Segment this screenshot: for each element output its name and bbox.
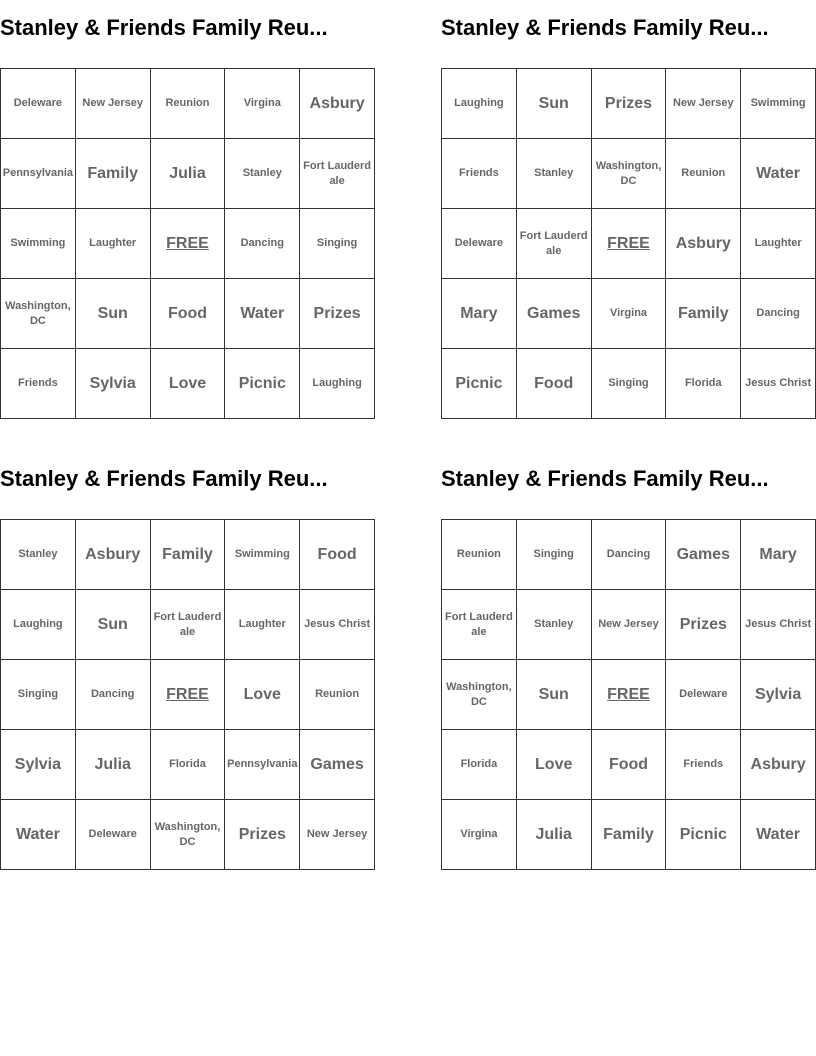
- bingo-cell: Mary: [442, 279, 517, 349]
- bingo-card-4: [441, 464, 816, 843]
- bingo-cell: Love: [517, 730, 592, 800]
- bingo-cell: Dancing: [592, 520, 667, 590]
- bingo-cell: Virgina: [592, 279, 667, 349]
- bingo-cell: Stanley: [517, 590, 592, 660]
- bingo-cell: Laughing: [300, 349, 375, 419]
- free-space-cell: FREE: [151, 660, 226, 730]
- bingo-cell: Sylvia: [741, 660, 816, 730]
- bingo-cell: Sylvia: [76, 349, 151, 419]
- bingo-cell: Reunion: [151, 69, 226, 139]
- bingo-cell: Laughter: [225, 590, 300, 660]
- bingo-cell: Friends: [1, 349, 76, 419]
- bingo-cell: Picnic: [225, 349, 300, 419]
- bingo-cell: New Jersey: [592, 590, 667, 660]
- bingo-cell: Deleware: [1, 69, 76, 139]
- bingo-cell: Jesus Christ: [741, 349, 816, 419]
- bingo-cell: Florida: [151, 730, 226, 800]
- bingo-cell: Stanley: [225, 139, 300, 209]
- bingo-cell: Florida: [442, 730, 517, 800]
- bingo-cell: New Jersey: [666, 69, 741, 139]
- free-space-cell: FREE: [592, 209, 667, 279]
- bingo-card-3: [0, 464, 375, 848]
- bingo-cell: Food: [592, 730, 667, 800]
- bingo-cell: Stanley: [517, 139, 592, 209]
- bingo-cell: Washington, DC: [592, 139, 667, 209]
- bingo-grid: [441, 68, 816, 419]
- card-title: Stanley & Friends Family Reu...: [0, 15, 328, 40]
- bingo-cell: Dancing: [741, 279, 816, 349]
- bingo-cell: Virgina: [442, 800, 517, 870]
- bingo-cell: Food: [151, 279, 226, 349]
- bingo-cell: Julia: [517, 800, 592, 870]
- bingo-cell: Dancing: [76, 660, 151, 730]
- bingo-cell: Water: [741, 800, 816, 870]
- bingo-cell: Love: [151, 349, 226, 419]
- bingo-cell: Dancing: [225, 209, 300, 279]
- bingo-cell: Family: [592, 800, 667, 870]
- bingo-cell: New Jersey: [300, 800, 375, 870]
- bingo-cell: Prizes: [300, 279, 375, 349]
- bingo-cell: Sun: [76, 590, 151, 660]
- bingo-cell: Fort Lauderdale: [300, 139, 375, 209]
- bingo-cell: Jesus Christ: [300, 590, 375, 660]
- bingo-cell: Food: [517, 349, 592, 419]
- bingo-cell: Fort Lauderdale: [517, 209, 592, 279]
- bingo-cell: Friends: [666, 730, 741, 800]
- bingo-cell: Love: [225, 660, 300, 730]
- bingo-cell: Fort Lauderdale: [151, 590, 226, 660]
- bingo-cell: Laughing: [1, 590, 76, 660]
- bingo-cell: Pennsylvania: [225, 730, 300, 800]
- bingo-cell: Laughter: [76, 209, 151, 279]
- bingo-cell: Laughing: [442, 69, 517, 139]
- card-title: Stanley & Friends Family Reu...: [0, 466, 328, 491]
- bingo-cell: Singing: [300, 209, 375, 279]
- bingo-cell: Picnic: [442, 349, 517, 419]
- bingo-cell: Singing: [517, 520, 592, 590]
- bingo-cell: Games: [300, 730, 375, 800]
- bingo-grid: [0, 519, 375, 870]
- bingo-cell: Friends: [442, 139, 517, 209]
- free-space-cell: FREE: [151, 209, 226, 279]
- bingo-cell: Deleware: [76, 800, 151, 870]
- bingo-cell: Julia: [76, 730, 151, 800]
- bingo-cell: Water: [225, 279, 300, 349]
- bingo-cell: Reunion: [666, 139, 741, 209]
- bingo-cell: New Jersey: [76, 69, 151, 139]
- bingo-cell: Family: [76, 139, 151, 209]
- bingo-cell: Water: [741, 139, 816, 209]
- bingo-cell: Asbury: [741, 730, 816, 800]
- bingo-cell: Stanley: [1, 520, 76, 590]
- bingo-cell: Family: [151, 520, 226, 590]
- bingo-cell: Jesus Christ: [741, 590, 816, 660]
- bingo-cell: Sylvia: [1, 730, 76, 800]
- bingo-cell: Deleware: [666, 660, 741, 730]
- bingo-grid: [441, 519, 816, 870]
- bingo-cell: Swimming: [741, 69, 816, 139]
- bingo-cell: Washington, DC: [151, 800, 226, 870]
- free-space-cell: FREE: [592, 660, 667, 730]
- bingo-cell: Prizes: [666, 590, 741, 660]
- bingo-cell: Virgina: [225, 69, 300, 139]
- bingo-cell: Florida: [666, 349, 741, 419]
- bingo-cell: Sun: [76, 279, 151, 349]
- bingo-cell: Mary: [741, 520, 816, 590]
- bingo-cell: Asbury: [300, 69, 375, 139]
- bingo-cell: Games: [666, 520, 741, 590]
- bingo-card-1: [0, 13, 375, 392]
- bingo-cell: Reunion: [300, 660, 375, 730]
- bingo-cell: Deleware: [442, 209, 517, 279]
- card-title: Stanley & Friends Family Reu...: [441, 466, 769, 491]
- bingo-cell: Prizes: [592, 69, 667, 139]
- bingo-cell: Swimming: [1, 209, 76, 279]
- bingo-cell: Fort Lauderdale: [442, 590, 517, 660]
- bingo-cell: Picnic: [666, 800, 741, 870]
- bingo-cell: Laughter: [741, 209, 816, 279]
- bingo-cell: Pennsylvania: [1, 139, 76, 209]
- bingo-cell: Games: [517, 279, 592, 349]
- bingo-cell: Reunion: [442, 520, 517, 590]
- bingo-cell: Swimming: [225, 520, 300, 590]
- bingo-cell: Prizes: [225, 800, 300, 870]
- bingo-card-2: [441, 13, 816, 392]
- bingo-cell: Washington, DC: [442, 660, 517, 730]
- bingo-cell: Family: [666, 279, 741, 349]
- bingo-cell: Food: [300, 520, 375, 590]
- bingo-cell: Singing: [1, 660, 76, 730]
- bingo-cell: Sun: [517, 69, 592, 139]
- bingo-cell: Julia: [151, 139, 226, 209]
- bingo-grid: [0, 68, 375, 419]
- card-title: Stanley & Friends Family Reu...: [441, 15, 769, 40]
- bingo-cell: Asbury: [76, 520, 151, 590]
- bingo-cell: Water: [1, 800, 76, 870]
- bingo-cell: Washington, DC: [1, 279, 76, 349]
- bingo-cell: Asbury: [666, 209, 741, 279]
- bingo-cell: Sun: [517, 660, 592, 730]
- bingo-cell: Singing: [592, 349, 667, 419]
